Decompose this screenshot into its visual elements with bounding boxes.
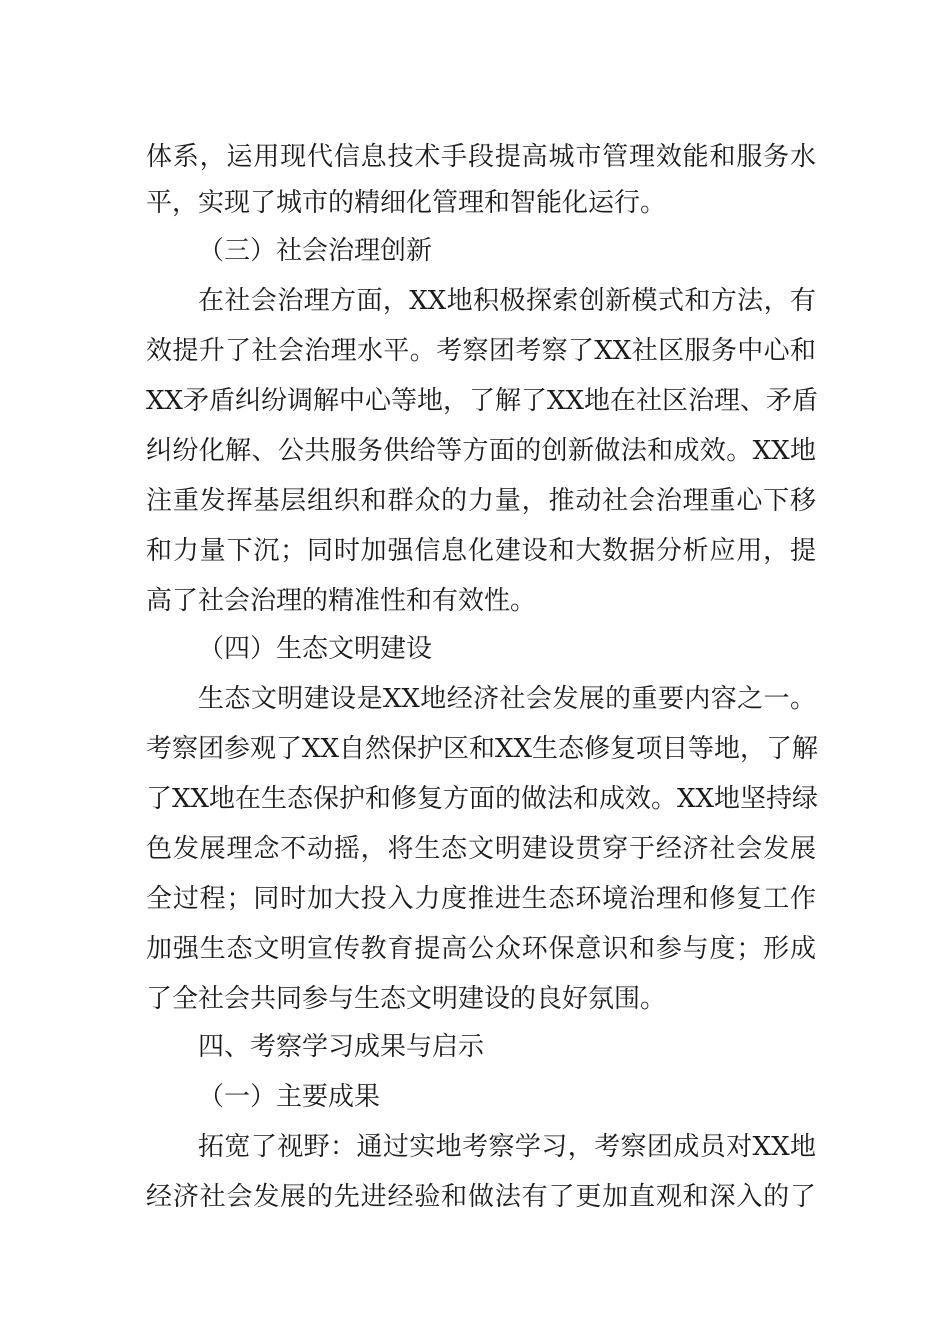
body-text-line: 色发展理念不动摇，将生态文明建设贯穿于经济社会发展 — [146, 834, 816, 864]
body-text-line: 了全社会共同参与生态文明建设的良好氛围。 — [146, 984, 667, 1014]
body-text-line: 高了社会治理的精准性和有效性。 — [146, 586, 537, 616]
body-text-line: 了XX地在生态保护和修复方面的做法和成效。XX地坚持绿 — [146, 784, 819, 814]
chapter-heading: 四、考察学习成果与启示 — [198, 1032, 485, 1062]
body-text-line: 经济社会发展的先进经验和做法有了更加直观和深入的了 — [146, 1182, 816, 1212]
body-text-line: 和力量下沉；同时加强信息化建设和大数据分析应用，提 — [146, 536, 816, 566]
body-text-line: 注重发挥基层组织和群众的力量，推动社会治理重心下移 — [146, 486, 816, 516]
body-text-line: 全过程；同时加大投入力度推进生态环境治理和修复工作 — [146, 884, 816, 914]
section-heading: （一）主要成果 — [198, 1082, 381, 1112]
paragraph-first-line: 拓宽了视野：通过实地考察学习，考察团成员对XX地 — [198, 1132, 816, 1162]
body-text-line: 考察团参观了XX自然保护区和XX生态修复项目等地，了解 — [146, 734, 819, 764]
paragraph-first-line: 在社会治理方面，XX地积极探索创新模式和方法，有 — [198, 286, 816, 316]
body-text-line: 加强生态文明宣传教育提高公众环保意识和参与度；形成 — [146, 934, 816, 964]
body-text-line: 平，实现了城市的精细化管理和智能化运行。 — [146, 188, 667, 218]
body-text-line: 效提升了社会治理水平。考察团考察了XX社区服务中心和 — [146, 336, 816, 366]
section-heading: （四）生态文明建设 — [198, 634, 433, 664]
body-text-line: 纠纷化解、公共服务供给等方面的创新做法和成效。XX地 — [146, 436, 816, 466]
body-text-line: 体系，运用现代信息技术手段提高城市管理效能和服务水 — [146, 142, 816, 172]
body-text-line: XX矛盾纠纷调解中心等地，了解了XX地在社区治理、矛盾 — [146, 386, 819, 416]
section-heading: （三）社会治理创新 — [198, 236, 433, 266]
paragraph-first-line: 生态文明建设是XX地经济社会发展的重要内容之一。 — [198, 684, 816, 714]
